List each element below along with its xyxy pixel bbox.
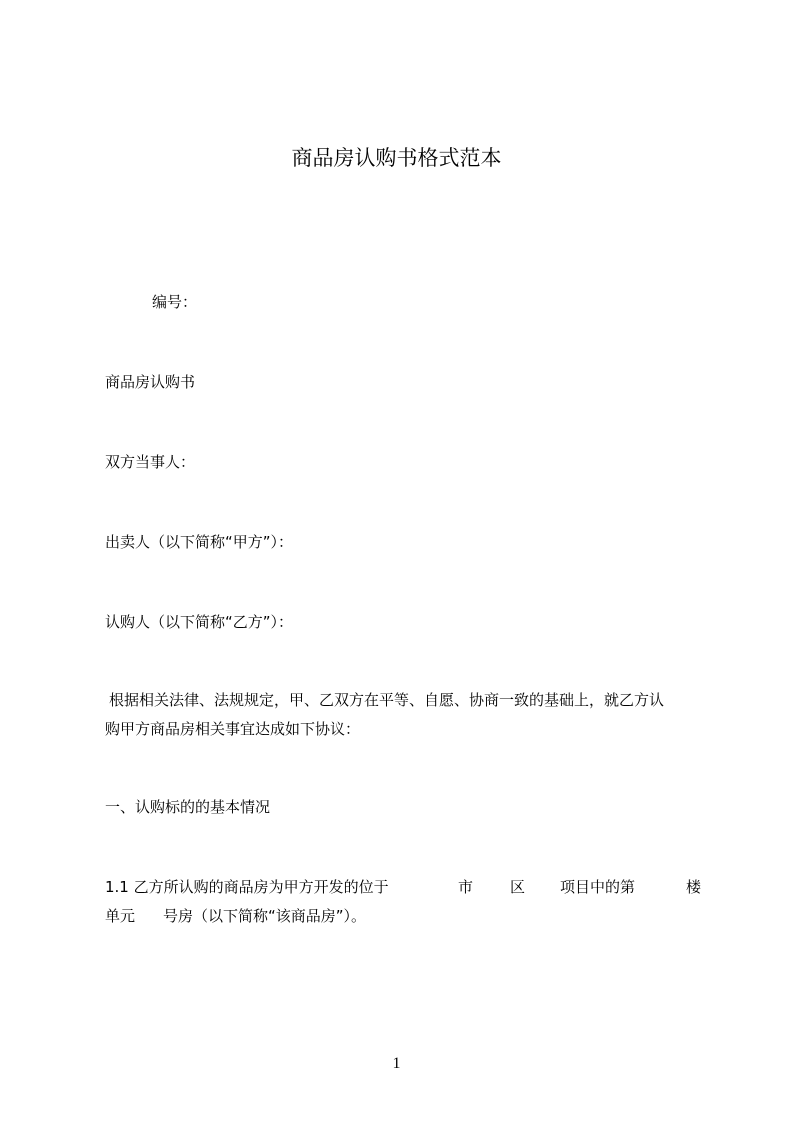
clause-1-1-district: 区 bbox=[510, 878, 526, 896]
clause-1-1-part1: 1.1 乙方所认购的商品房为甲方开发的位于 bbox=[105, 878, 389, 896]
seller-line: 出卖人（以下简称“甲方”）： bbox=[105, 533, 294, 551]
section-1-heading: 一、认购标的的基本情况 bbox=[105, 798, 271, 816]
buyer-line: 认购人（以下简称“乙方”）： bbox=[105, 613, 294, 631]
clause-1-1-unit: 单元 bbox=[105, 907, 136, 925]
number-label: 编号： bbox=[152, 293, 198, 311]
parties-label: 双方当事人： bbox=[105, 453, 196, 471]
document-title: 商品房认购书格式范本 bbox=[291, 146, 502, 170]
document-name: 商品房认购书 bbox=[105, 373, 196, 391]
page-number: 1 bbox=[392, 1055, 401, 1072]
preamble-line-1: 根据相关法律、法规规定，甲、乙双方在平等、自愿、协商一致的基础上，就乙方认 bbox=[109, 691, 665, 709]
preamble-line-2: 购甲方商品房相关事宜达成如下协议： bbox=[105, 720, 361, 738]
clause-1-1-building: 楼 bbox=[686, 878, 702, 896]
clause-1-1-part2: 项目中的第 bbox=[560, 878, 636, 896]
clause-1-1-part3: 号房（以下简称“该商品房”）。 bbox=[163, 907, 367, 925]
clause-1-1-city: 市 bbox=[458, 878, 474, 896]
